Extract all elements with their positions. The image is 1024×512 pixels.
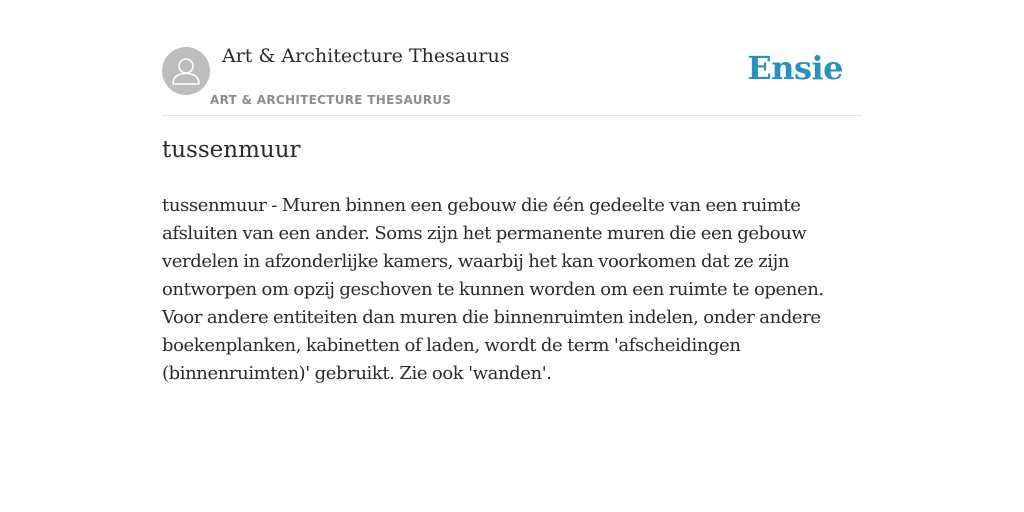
- author-name-link[interactable]: Art & Architecture Thesaurus: [222, 45, 510, 67]
- avatar[interactable]: [162, 47, 210, 95]
- brand-logo[interactable]: Ensie: [747, 49, 843, 87]
- term-title: tussenmuur: [162, 137, 301, 163]
- entry-header: [162, 40, 862, 116]
- source-label: ART & ARCHITECTURE THESAURUS: [210, 93, 452, 107]
- definition-text: tussenmuur - Muren binnen een gebouw die één gedeelte van een ruimte afsluiten van een ander. Soms zijn het permanente muren die een gebouw verdelen in afzonderlijke kamers, waarbij het kan voorkomen dat ze zijn ontworpen om opzij geschoven te kunnen worden om een ruimte te openen. Voor andere entiteiten dan muren die binnenruimten indelen, onder andere boekenplanken, kabinetten of laden, wordt de term 'afscheidingen (binnenruimten)' gebruikt. Zie ook 'wanden'.: [162, 195, 824, 384]
- user-silhouette-icon: [162, 47, 210, 95]
